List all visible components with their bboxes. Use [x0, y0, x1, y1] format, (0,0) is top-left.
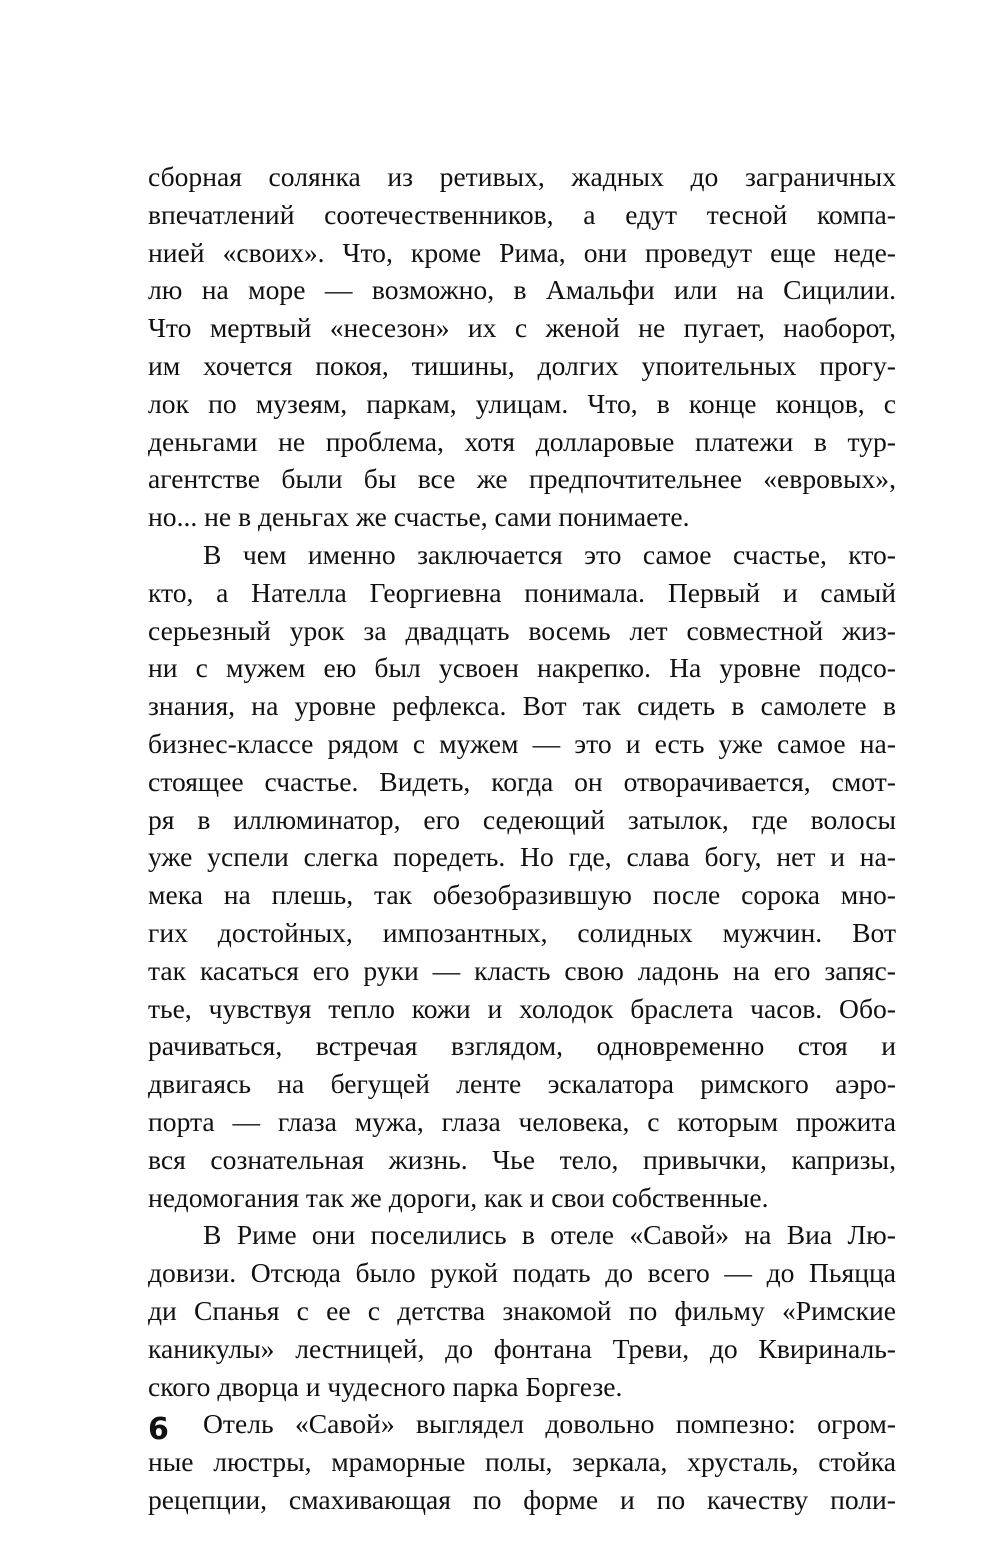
text-line: мека на плешь, так обезобразившую после сорока мно- — [148, 879, 896, 911]
text-line: тье, чувствуя тепло кожи и холодок браслета часов. Обо- — [148, 992, 896, 1024]
text-line: серьезный урок за двадцать восемь лет совместной жиз- — [148, 614, 896, 646]
text-line: но... не в деньгах же счастье, сами понимаете. — [148, 501, 690, 533]
text-line: знания, на уровне рефлекса. Вот так сидеть в самолете в — [148, 690, 896, 722]
text-line: рачиваться, встречая взглядом, одновременно стоя и — [148, 1030, 896, 1062]
text-line: недомогания так же дороги, как и свои собственные. — [148, 1181, 769, 1213]
text-line: впечатлений соотечественников, а едут тесной компа- — [148, 198, 896, 230]
text-line: Что мертвый «несезон» их с женой не пугает, наоборот, — [148, 312, 896, 344]
text-line: В Риме они поселились в отеле «Савой» на Виа Лю- — [203, 1219, 896, 1251]
text-line: каникулы» лестницей, до фонтана Треви, до Квириналь- — [148, 1332, 896, 1364]
text-line: деньгами не проблема, хотя долларовые платежи в тур- — [148, 425, 896, 457]
page-number: 6 — [148, 1412, 169, 1447]
text-line: кто, а Нателла Георгиевна понимала. Первый и самый — [148, 576, 896, 608]
text-line: им хочется покоя, тишины, долгих упоительных прогу- — [148, 349, 896, 381]
text-line: сборная солянка из ретивых, жадных до заграничных — [148, 161, 896, 192]
text-line: уже успели слегка поредеть. Но где, слава богу, нет и на- — [148, 841, 896, 873]
text-line: агентстве были бы все же предпочтительнее «евровых», — [148, 463, 896, 495]
text-line: рецепции, смахивающая по форме и по качеству поли- — [148, 1483, 896, 1515]
text-line: гих достойных, импозантных, солидных мужчин. Вот — [148, 916, 896, 948]
text-line: ди Спанья с ее с детства знакомой по фильму «Римские — [148, 1294, 896, 1326]
text-line: лок по музеям, паркам, улицам. Что, в конце концов, с — [148, 387, 896, 419]
body-text — [148, 158, 896, 1519]
text-line: вся сознательная жизнь. Чье тело, привычки, капризы, — [148, 1143, 896, 1175]
text-line: бизнес-классе рядом с мужем — это и есть уже самое на- — [148, 727, 896, 759]
text-line: В чем именно заключается это самое счастье, кто- — [203, 538, 896, 570]
text-line: довизи. Отсюда было рукой подать до всего — до Пьяцца — [148, 1257, 896, 1289]
text-line: Отель «Савой» выглядел довольно помпезно: огром- — [203, 1408, 896, 1440]
text-line: ря в иллюминатор, его седеющий затылок, где волосы — [148, 803, 896, 835]
text-line: так касаться его руки — класть свою ладонь на его запяс- — [148, 954, 896, 986]
text-line: ные люстры, мраморные полы, зеркала, хрусталь, стойка — [148, 1446, 896, 1478]
text-line: ни с мужем ею был усвоен накрепко. На уровне подсо- — [148, 652, 896, 684]
text-line: порта — глаза мужа, глаза человека, с которым прожита — [148, 1105, 896, 1137]
text-line: ского дворца и чудесного парка Боргезе. — [148, 1370, 623, 1402]
text-line: стоящее счастье. Видеть, когда он отворачивается, смот- — [148, 765, 896, 797]
text-line: двигаясь на бегущей ленте эскалатора римского аэро- — [148, 1068, 896, 1100]
text-line: лю на море — возможно, в Амальфи или на Сицилии. — [148, 274, 896, 306]
text-line: нией «своих». Что, кроме Рима, они проведут еще неде- — [148, 236, 896, 268]
